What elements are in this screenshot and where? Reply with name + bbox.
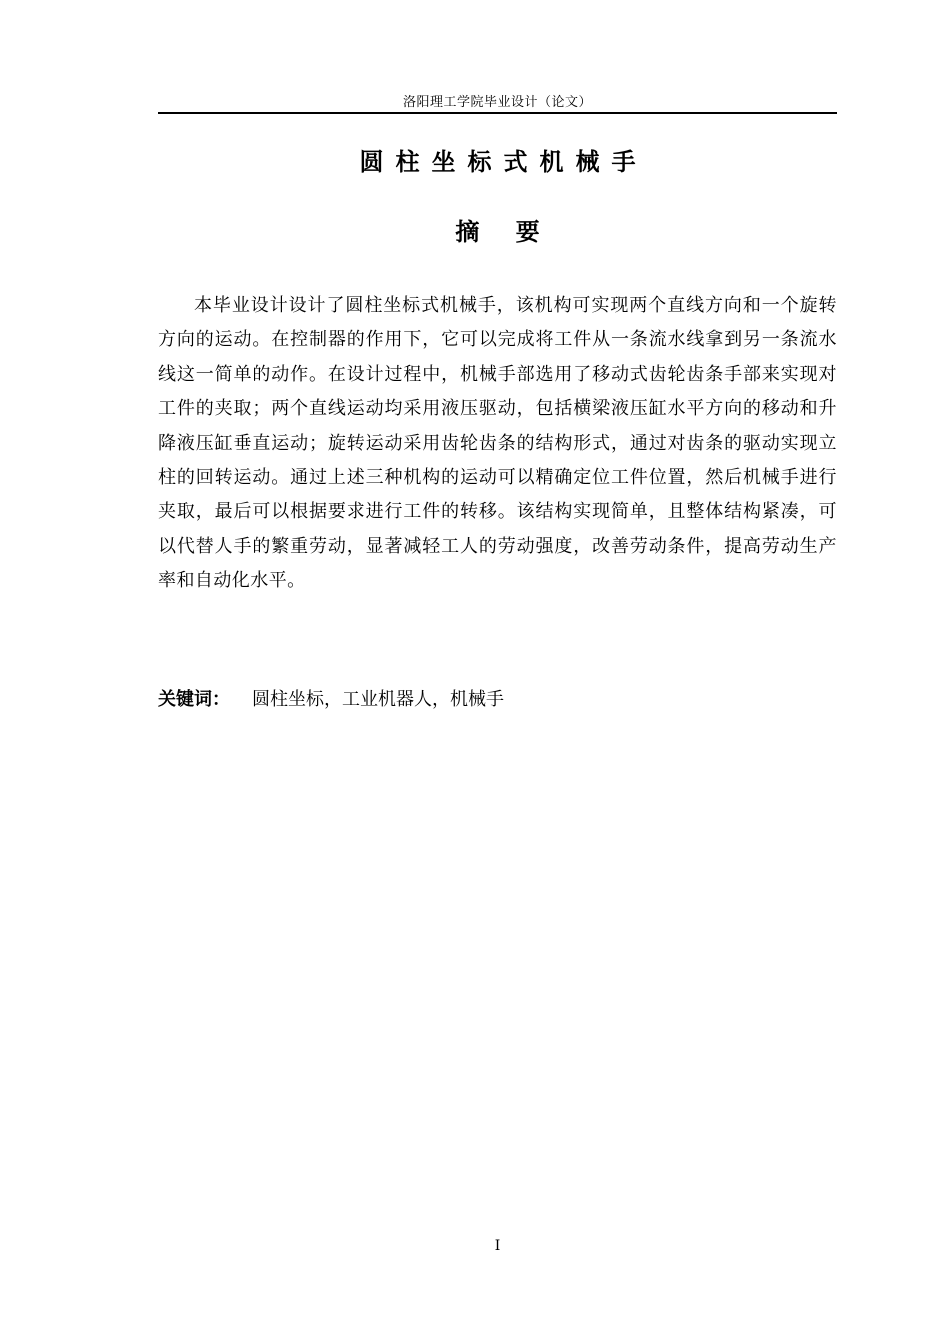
abstract-paragraph: 本毕业设计设计了圆柱坐标式机械手，该机构可实现两个直线方向和一个旋转方向的运动。在控制器的作用下，它可以完成将工件从一条流水线拿到另一条流水线这一简单的动作。在设计过程中，机械手部选用了移动式齿轮齿条手部来实现对工件的夹取；两个直线运动均采用液压驱动，包括横梁液压缸水平方向的移动和升降液压缸垂直运动；旋转运动采用齿轮齿条的结构形式，通过对齿条的驱动实现立柱的回转运动。通过上述三种机构的运动可以精确定位工件位置，然后机械手进行夹取，最后可以根据要求进行工件的转移。该结构实现简单，且整体结构紧凑，可以代替人手的繁重劳动，显著减轻工人的劳动强度，改善劳动条件，提高劳动生产率和自动化水平。 bbox=[158, 295, 837, 592]
running-header: 洛阳理工学院毕业设计（论文） bbox=[402, 95, 592, 110]
keywords-value: 圆柱坐标，工业机器人，机械手 bbox=[252, 689, 504, 710]
document-title: 圆柱坐标式机械手 bbox=[359, 148, 648, 176]
keywords-label: 关键词： bbox=[158, 689, 230, 710]
keywords-line bbox=[158, 686, 837, 714]
page-number: I bbox=[494, 1238, 501, 1254]
header-rule bbox=[158, 112, 837, 114]
abstract-heading: 摘 要 bbox=[455, 218, 554, 246]
